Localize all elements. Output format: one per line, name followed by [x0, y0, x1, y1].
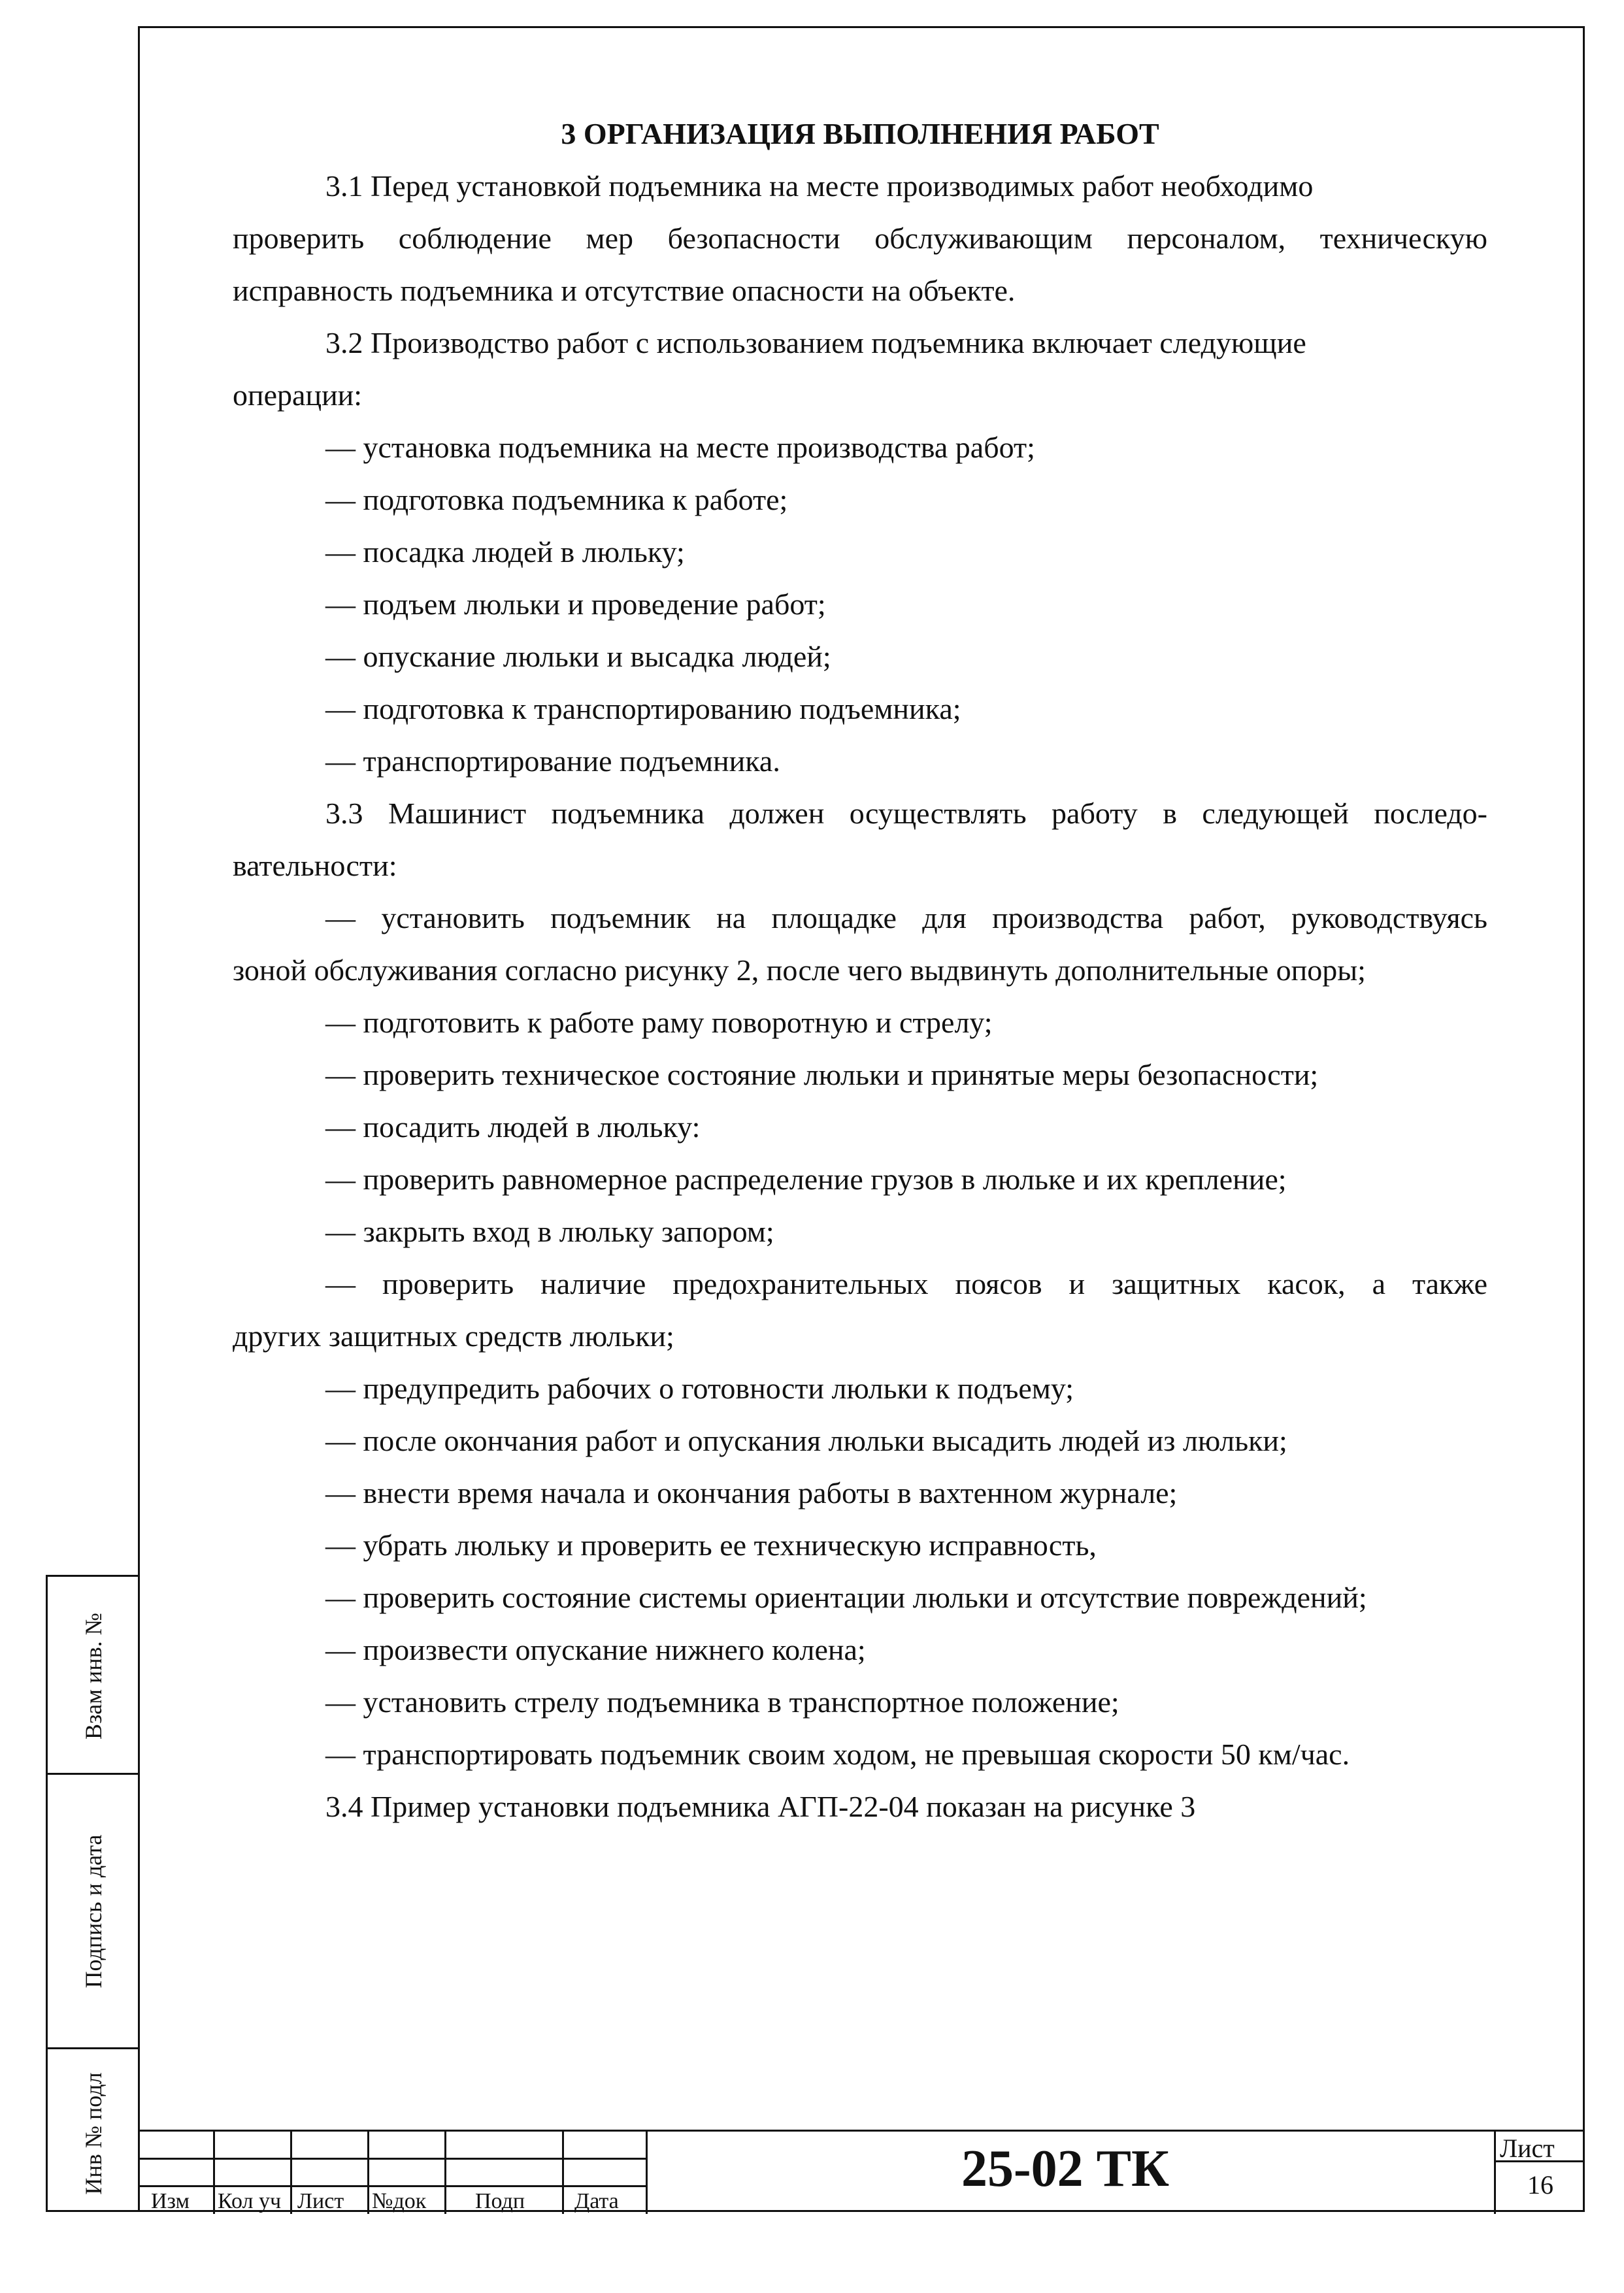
sheet-box	[1494, 2132, 1585, 2214]
list-item: — проверить состояние системы ориентации люльки и отсутствие повреждений;	[325, 1581, 1367, 1614]
paragraph-line: вательности:	[233, 849, 397, 882]
paragraph-line: 3.1 Перед установкой подъемника на месте производимых работ необходимо	[325, 169, 1314, 203]
list-item: — подготовка к транспортированию подъемника;	[325, 692, 961, 725]
list-item: — опускание люльки и высадка людей;	[325, 640, 831, 673]
list-item: — внести время начала и окончания работы в вахтенном журнале;	[325, 1476, 1178, 1509]
side-stamp-divider	[48, 1773, 138, 1775]
list-item: — произвести опускание нижнего колена;	[325, 1633, 866, 1666]
side-stamp	[46, 1575, 138, 2212]
col-izm: Изм	[151, 2189, 190, 2213]
paragraph-line: операции:	[233, 378, 363, 412]
paragraph-line: 3.2 Производство работ с использованием подъемника включает следующие	[325, 326, 1306, 359]
list-item: — подготовить к работе раму поворотную и стрелу;	[325, 1006, 993, 1039]
col-list: Лист	[297, 2189, 344, 2213]
list-item: — закрыть вход в люльку запором;	[325, 1215, 774, 1248]
col-data: Дата	[574, 2189, 619, 2213]
col-ndok: №док	[372, 2189, 427, 2213]
col-kol-uch: Кол уч	[218, 2189, 282, 2213]
list-item: — установить стрелу подъемника в транспортное положение;	[325, 1685, 1119, 1719]
list-item: — убрать люльку и проверить ее техническую исправность,	[325, 1528, 1097, 1562]
sheet-label: Лист	[1500, 2134, 1555, 2163]
list-item: — транспортировать подъемник своим ходом, не превышая скорости 50 км/час.	[325, 1738, 1350, 1771]
paragraph-line: проверить соблюдение мер безопасности обслуживающим персоналом, техническую	[233, 222, 1487, 255]
section-heading: 3 ОРГАНИЗАЦИЯ ВЫПОЛНЕНИЯ РАБОТ	[561, 117, 1159, 150]
list-item: — предупредить рабочих о готовности люльки к подъему;	[325, 1372, 1074, 1405]
list-item: — транспортирование подъемника.	[325, 744, 780, 778]
list-item: — подъем люльки и проведение работ;	[325, 587, 826, 621]
paragraph-line: 3.4 Пример установки подъемника АГП-22-04 показан на рисунке 3	[325, 1790, 1196, 1823]
list-item: — установить подъемник на площадке для производства работ, руководствуясь	[325, 901, 1487, 934]
inv-podl-label: Инв № подл	[80, 2072, 107, 2195]
list-item: зоной обслуживания согласно рисунку 2, после чего выдвинуть дополнительные опоры;	[233, 953, 1366, 987]
signature-date-label: Подпись и дата	[80, 1834, 107, 1988]
list-item: — установка подъемника на месте производства работ;	[325, 431, 1035, 464]
paragraph-line: 3.3 Машинист подъемника должен осуществлять работу в следующей последо-	[325, 797, 1487, 830]
list-item: — посадить людей в люльку:	[325, 1110, 701, 1144]
list-item: — посадка людей в люльку;	[325, 535, 685, 569]
list-item: — проверить наличие предохранительных поясов и защитных касок, а также	[325, 1267, 1487, 1300]
list-item: других защитных средств люльки;	[233, 1319, 674, 1353]
list-item: — проверить техническое состояние люльки и принятые меры безопасности;	[325, 1058, 1319, 1091]
paragraph-line: исправность подъемника и отсутствие опасности на объекте.	[233, 274, 1016, 307]
document-code: 25-02 ТК	[961, 2140, 1170, 2198]
list-item: — после окончания работ и опускания люльки высадить людей из люльки;	[325, 1424, 1287, 1457]
title-block	[138, 2130, 1585, 2212]
col-podp: Подп	[475, 2189, 525, 2213]
list-item: — подготовка подъемника к работе;	[325, 483, 788, 516]
vzam-inv-label: Взам инв. №	[80, 1613, 107, 1740]
sheet-number: 16	[1527, 2170, 1553, 2200]
document-body	[233, 108, 1487, 1833]
list-item: — проверить равномерное распределение грузов в люльке и их крепление;	[325, 1163, 1287, 1196]
